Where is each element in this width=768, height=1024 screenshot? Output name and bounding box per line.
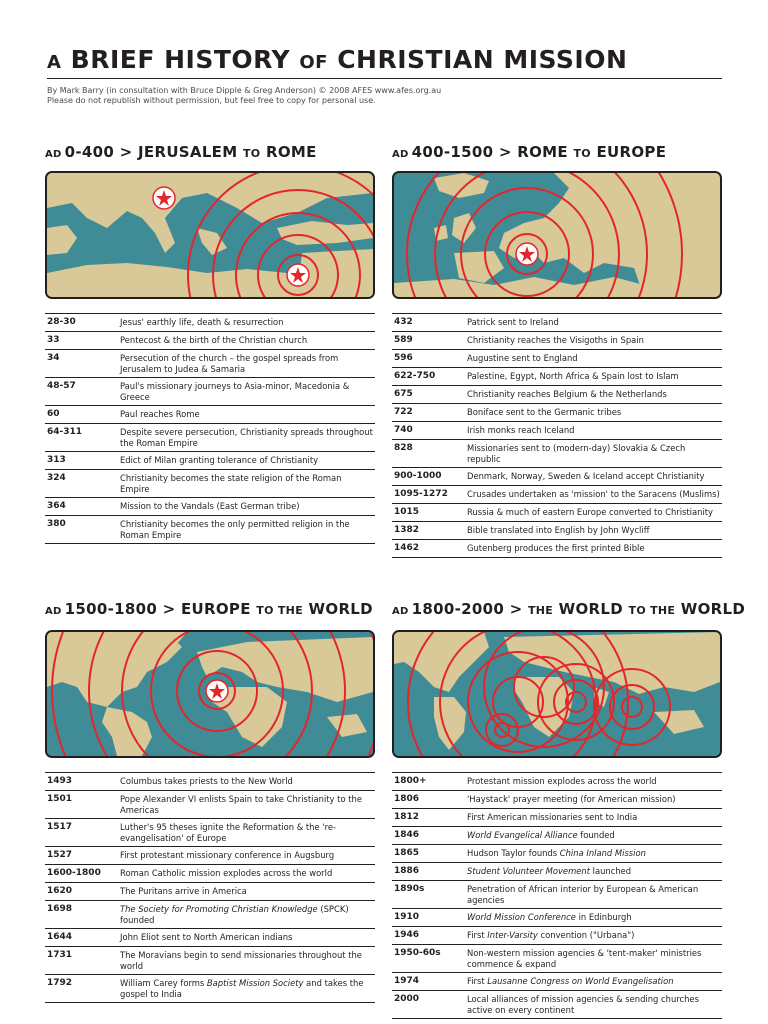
atlantic-map bbox=[45, 630, 375, 758]
table-row: 1800+ Protestant mission explodes across the world bbox=[392, 773, 722, 791]
table-row: 1731 The Moravians begin to send missionaries throughout the world bbox=[45, 947, 375, 975]
table-row: 1698 The Society for Promoting Christian Knowledge (SPCK) founded bbox=[45, 901, 375, 929]
events-table bbox=[392, 313, 722, 558]
table-row: 33 Pentecost & the birth of the Christian church bbox=[45, 332, 375, 350]
table-row: 900-1000 Denmark, Norway, Sweden & Iceland accept Christianity bbox=[392, 468, 722, 486]
section-title: AD 400-1500 > ROME TO EUROPE bbox=[392, 143, 667, 161]
events-table bbox=[45, 313, 375, 544]
events-table bbox=[392, 772, 722, 1019]
credit-line: By Mark Barry (in consultation with Bruce Dipple & Greg Anderson) © 2008 AFES www.afes.org.au bbox=[47, 86, 442, 95]
table-row: 1950-60s Non-western mission agencies & 'tent-maker' ministries commence & expand bbox=[392, 945, 722, 973]
table-row: 48-57 Paul's missionary journeys to Asia-minor, Macedonia & Greece bbox=[45, 378, 375, 406]
table-row: 589 Christianity reaches the Visigoths in Spain bbox=[392, 332, 722, 350]
table-row: 1501 Pope Alexander VI enlists Spain to take Christianity to the Americas bbox=[45, 791, 375, 819]
section-title: AD 1500-1800 > EUROPE TO THE WORLD bbox=[45, 600, 373, 618]
title-divider bbox=[47, 78, 722, 79]
table-row: 1890s Penetration of African interior by European & American agencies bbox=[392, 881, 722, 909]
europe-map bbox=[392, 171, 722, 299]
table-row: 313 Edict of Milan granting tolerance of Christianity bbox=[45, 452, 375, 470]
events-table bbox=[45, 772, 375, 1003]
table-row: 364 Mission to the Vandals (East German tribe) bbox=[45, 498, 375, 516]
section-title: AD 0-400 > JERUSALEM TO ROME bbox=[45, 143, 317, 161]
table-row: 1910 World Mission Conference in Edinburgh bbox=[392, 909, 722, 927]
mediterranean-map bbox=[45, 171, 375, 299]
table-row: 1946 First Inter-Varsity convention ("Urbana") bbox=[392, 927, 722, 945]
section-title: AD 1800-2000 > THE WORLD TO THE WORLD bbox=[392, 600, 746, 618]
table-row: 596 Augustine sent to England bbox=[392, 350, 722, 368]
table-row: 1974 First Lausanne Congress on World Evangelisation bbox=[392, 973, 722, 991]
table-row: 1846 World Evangelical Alliance founded bbox=[392, 827, 722, 845]
table-row: 60 Paul reaches Rome bbox=[45, 406, 375, 424]
table-row: 1095-1272 Crusades undertaken as 'mission' to the Saracens (Muslims) bbox=[392, 486, 722, 504]
table-row: 1865 Hudson Taylor founds China Inland Mission bbox=[392, 845, 722, 863]
table-row: 622-750 Palestine, Egypt, North Africa & Spain lost to Islam bbox=[392, 368, 722, 386]
title-part-1: BRIEF HISTORY bbox=[70, 45, 291, 74]
table-row: 380 Christianity becomes the only permitted religion in the Roman Empire bbox=[45, 516, 375, 544]
table-row: 1517 Luther's 95 theses ignite the Reformation & the 're-evangelisation' of Europe bbox=[45, 819, 375, 847]
section-0-400 bbox=[45, 141, 375, 540]
title-part-2: CHRISTIAN MISSION bbox=[337, 45, 628, 74]
table-row: 1812 First American missionaries sent to India bbox=[392, 809, 722, 827]
table-row: 64-311 Despite severe persecution, Christianity spreads throughout the Roman Empire bbox=[45, 424, 375, 452]
title-preposition: OF bbox=[299, 52, 328, 73]
table-row: 740 Irish monks reach Iceland bbox=[392, 422, 722, 440]
table-row: 1493 Columbus takes priests to the New World bbox=[45, 773, 375, 791]
table-row: 828 Missionaries sent to (modern-day) Slovakia & Czech republic bbox=[392, 440, 722, 468]
table-row: 432 Patrick sent to Ireland bbox=[392, 314, 722, 332]
table-row: 1600-1800 Roman Catholic mission explodes across the world bbox=[45, 865, 375, 883]
table-row: 2000 Local alliances of mission agencies & sending churches active on every continent bbox=[392, 991, 722, 1019]
table-row: 28-30 Jesus' earthly life, death & resurrection bbox=[45, 314, 375, 332]
table-row: 1806 'Haystack' prayer meeting (for American mission) bbox=[392, 791, 722, 809]
table-row: 1015 Russia & much of eastern Europe converted to Christianity bbox=[392, 504, 722, 522]
table-row: 1644 John Eliot sent to North American indians bbox=[45, 929, 375, 947]
section-1500-1800 bbox=[45, 598, 375, 999]
credits bbox=[47, 86, 441, 106]
world-map bbox=[392, 630, 722, 758]
table-row: 1527 First protestant missionary conference in Augsburg bbox=[45, 847, 375, 865]
table-row: 1886 Student Volunteer Movement launched bbox=[392, 863, 722, 881]
table-row: 1792 William Carey forms Baptist Mission Society and takes the gospel to India bbox=[45, 975, 375, 1003]
page-title bbox=[47, 44, 722, 79]
title-article: A bbox=[47, 52, 62, 73]
table-row: 722 Boniface sent to the Germanic tribes bbox=[392, 404, 722, 422]
permission-line: Please do not republish without permission, but feel free to copy for personal use. bbox=[47, 96, 376, 105]
table-row: 675 Christianity reaches Belgium & the Netherlands bbox=[392, 386, 722, 404]
table-row: 1462 Gutenberg produces the first printed Bible bbox=[392, 540, 722, 558]
table-row: 34 Persecution of the church – the gospel spreads from Jerusalem to Judea & Samaria bbox=[45, 350, 375, 378]
table-row: 324 Christianity becomes the state religion of the Roman Empire bbox=[45, 470, 375, 498]
table-row: 1382 Bible translated into English by John Wycliff bbox=[392, 522, 722, 540]
section-1800-2000 bbox=[392, 598, 746, 1015]
section-400-1500 bbox=[392, 141, 722, 553]
table-row: 1620 The Puritans arrive in America bbox=[45, 883, 375, 901]
